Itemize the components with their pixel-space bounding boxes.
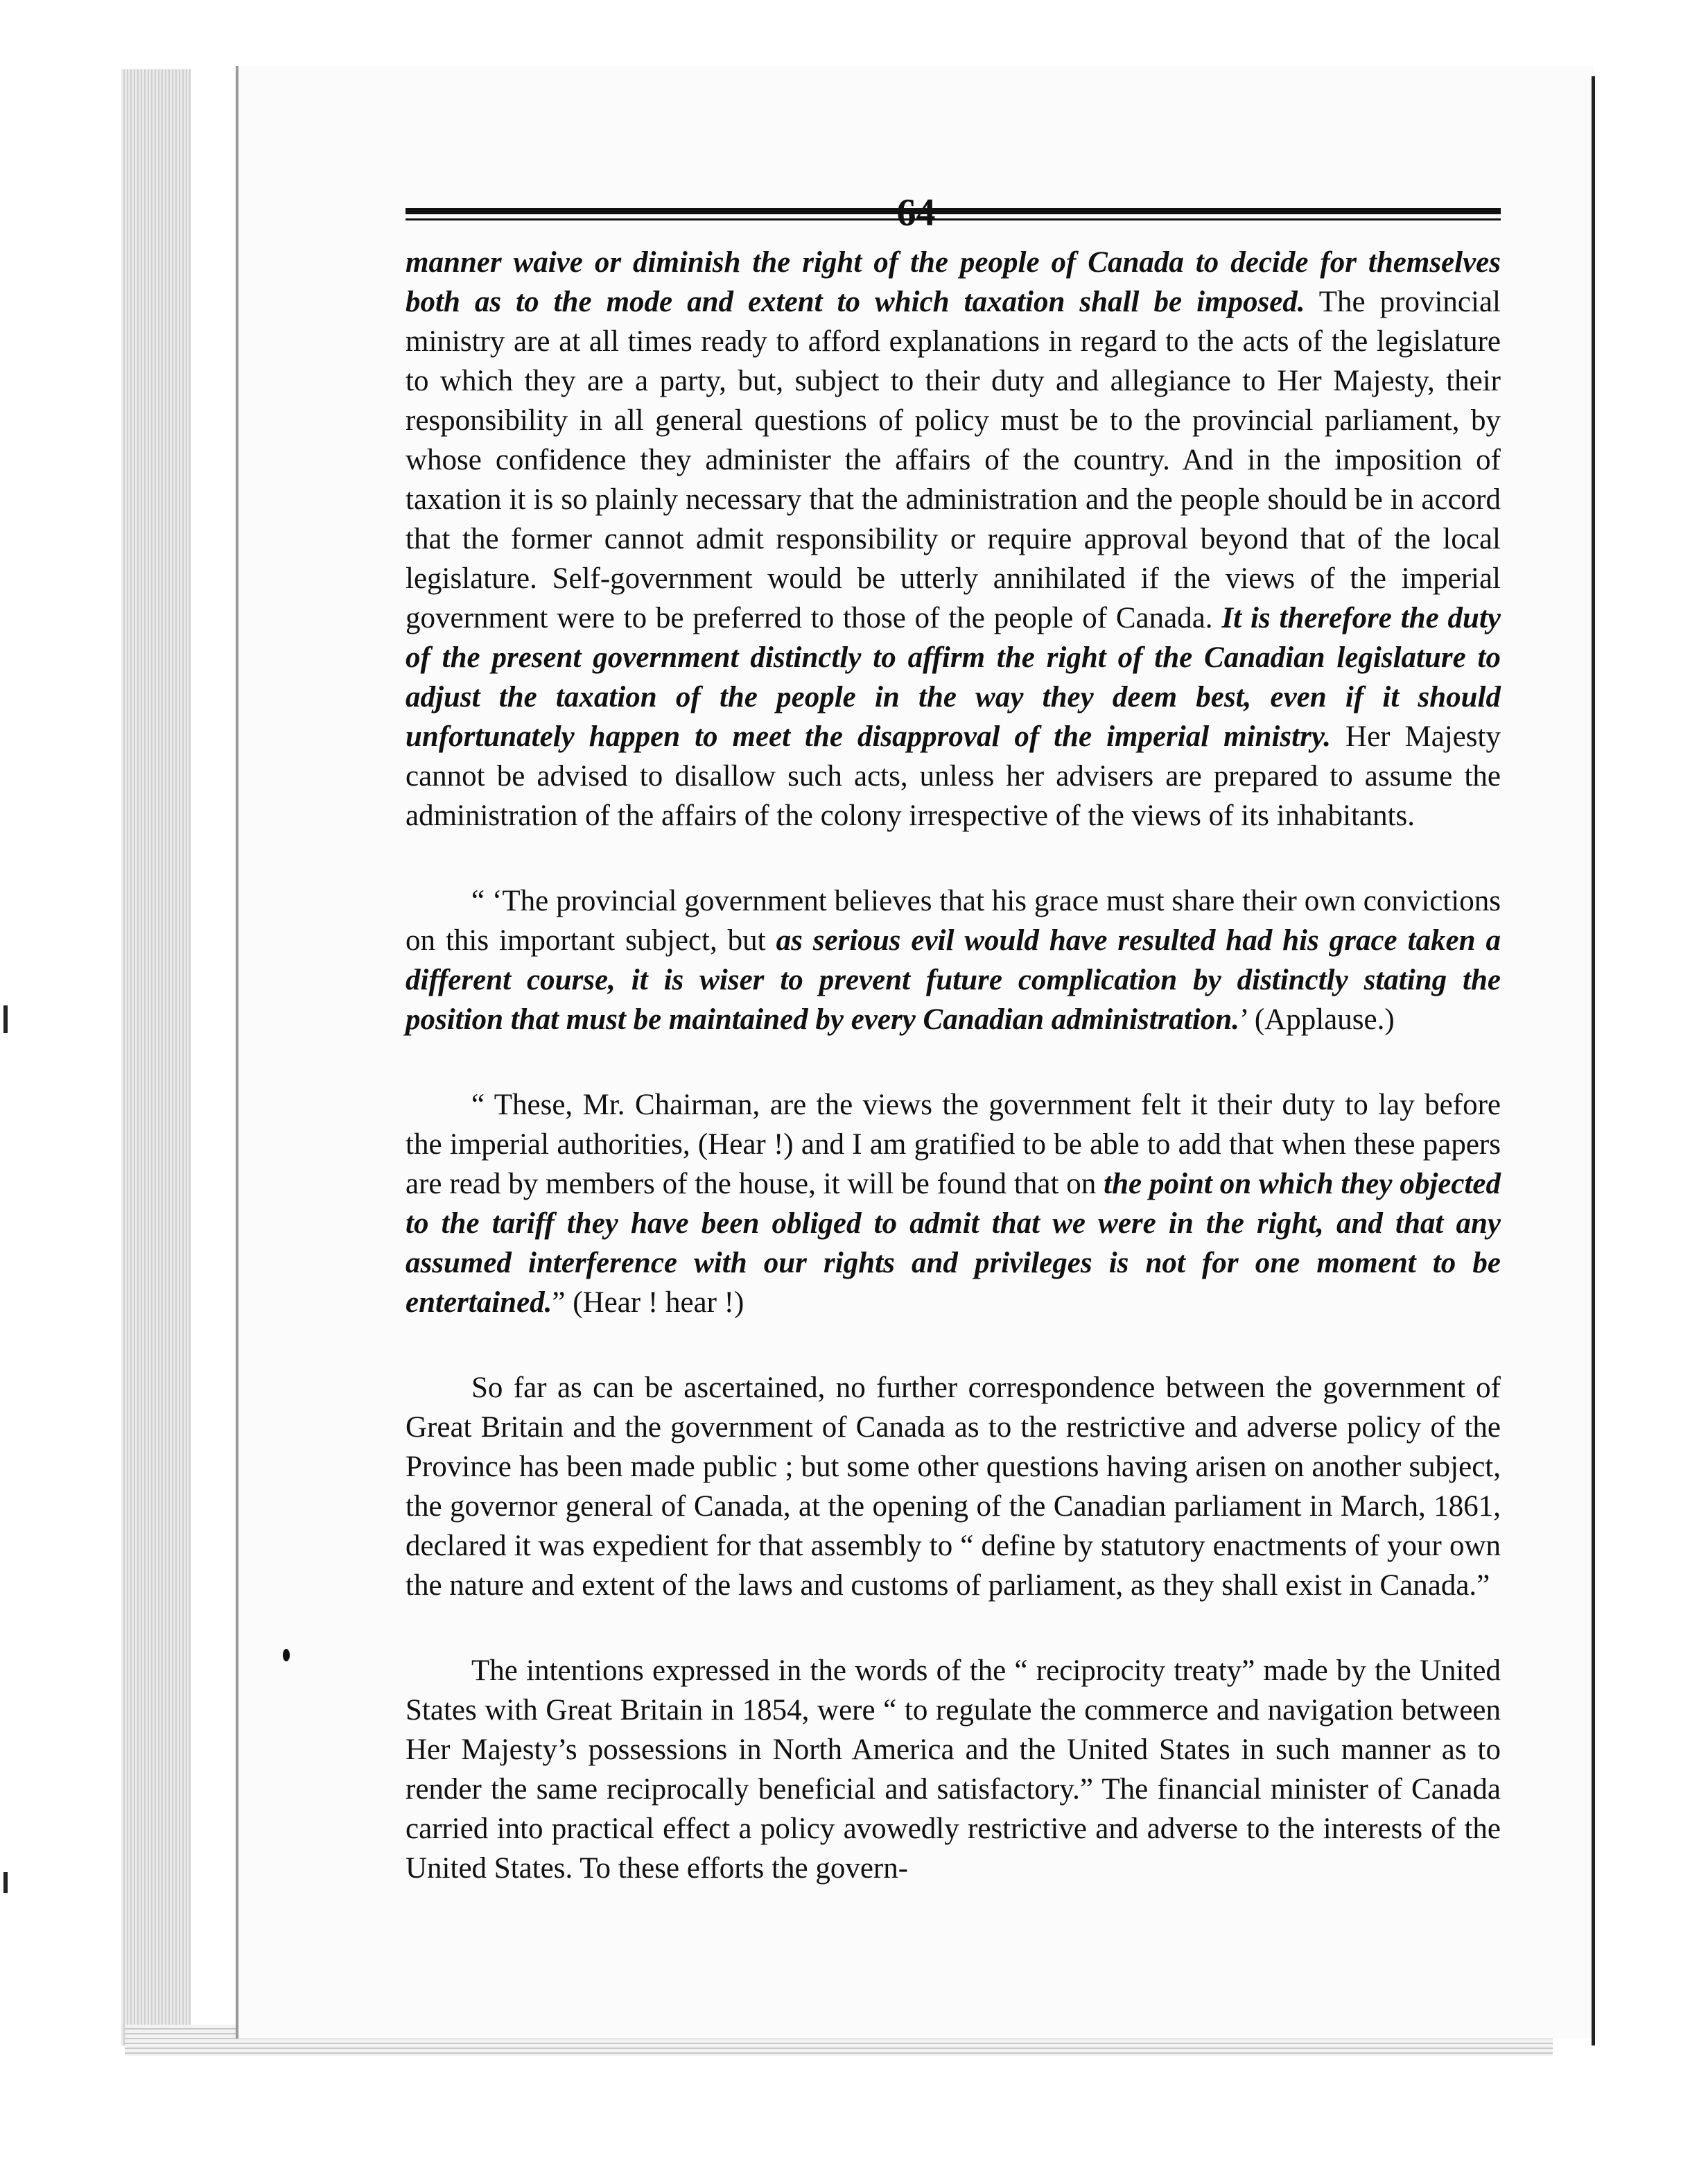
text-passage: ” (Hear ! hear !) [552,1286,744,1319]
paragraph [406,1368,1501,1605]
text-passage: Her Majesty cannot be advised to disallow such acts, unless her advisers are prepared to assume the administration of the affairs of the colony irrespective of the views of its inhabitants. [406,720,1501,832]
header-rule-thin-line [406,218,1501,220]
page-right-edge [1592,76,1595,2045]
paragraph [406,243,1501,836]
italic-passage: It is therefore the duty of the present government distinctly to affirm the right of the Canadian legislature to adjust the taxation of the people in the way they deem best, even if it should unfortunately happen to meet the disapproval of the imperial ministry. [406,602,1501,753]
header-rule [406,208,1501,225]
body-text [406,243,1501,1888]
text-passage: The provincial ministry are at all times ready to afford explanations in regard to the acts of the legislature to which they are a party, but, subject to their duty and allegiance to Her Majesty, their responsibility in all general questions of policy must be to the provincial parliament, by whose confidence they administer the affairs of the country. And in the imposition of taxation it is so plainly necessary that the administration and the people should be in accord that the former cannot admit responsibility or require approval beyond that of the local legislature. Self-government would be utterly annihilated if the views of the imperial government were to be preferred to those of the people of Canada. [406,286,1501,634]
italic-passage: the point on which they objected to the tariff they have been obliged to admit that we were in the right, and that any assumed interference with our rights and privileges is not for one moment to be entertained. [406,1168,1501,1319]
text-passage: So far as can be ascertained, no further correspondence between the government of Great Britain and the government of Canada as to the restrictive and adverse policy of the Province has been made public ; but some other questions having arisen on another subject, the governor general of Canada, at the opening of the Canadian parliament in March, 1861, declared it was expedient for that assembly to “ define by statutory enactments of your own the nature and extent of the laws and customs of parliament, as they shall exist in Canada.” [406,1372,1501,1602]
text-passage: ’ (Applause.) [1239,1003,1395,1036]
page-stack-edge [121,69,191,2045]
scan-artifact-mark [3,1872,8,1893]
text-passage: The intentions expressed in the words of the “ reciprocity treaty” made by the United States with Great Britain in 1854, were “ to regulate the commerce and navigation between Her Majesty’s possessions in North America and the United States in such manner as to render the same reciprocally beneficial and satisfactory.” The financial minister of Canada carried into practical effect a policy avowedly restrictive and adverse to the interests of the United States. To these efforts the govern- [406,1654,1501,1885]
text-passage: “ These, Mr. Chairman, are the views the government felt it their duty to lay before the imperial authorities, (Hear !) and I am gratified to be able to add that when these papers are read by members of the house, it will be found that on [406,1089,1501,1200]
italic-passage: as serious evil would have resulted had his grace taken a different course, it is wiser to prevent future complication by distinctly stating the position that must be maintained by every Canadian administration. [406,924,1501,1036]
paragraph [406,1085,1501,1322]
italic-passage: manner waive or diminish the right of the people of Canada to decide for themselves both as to the mode and extent to which taxation shall be imposed. [406,246,1501,318]
header-rule-thick-line [406,208,1501,214]
margin-ink-dot [283,1649,290,1661]
paragraph [406,881,1501,1039]
scan-artifact-mark [3,1005,8,1033]
text-passage: “ ‘The provincial government believes that his grace must share their own convictions on this important subject, but [406,885,1501,957]
paragraph [406,1651,1501,1888]
